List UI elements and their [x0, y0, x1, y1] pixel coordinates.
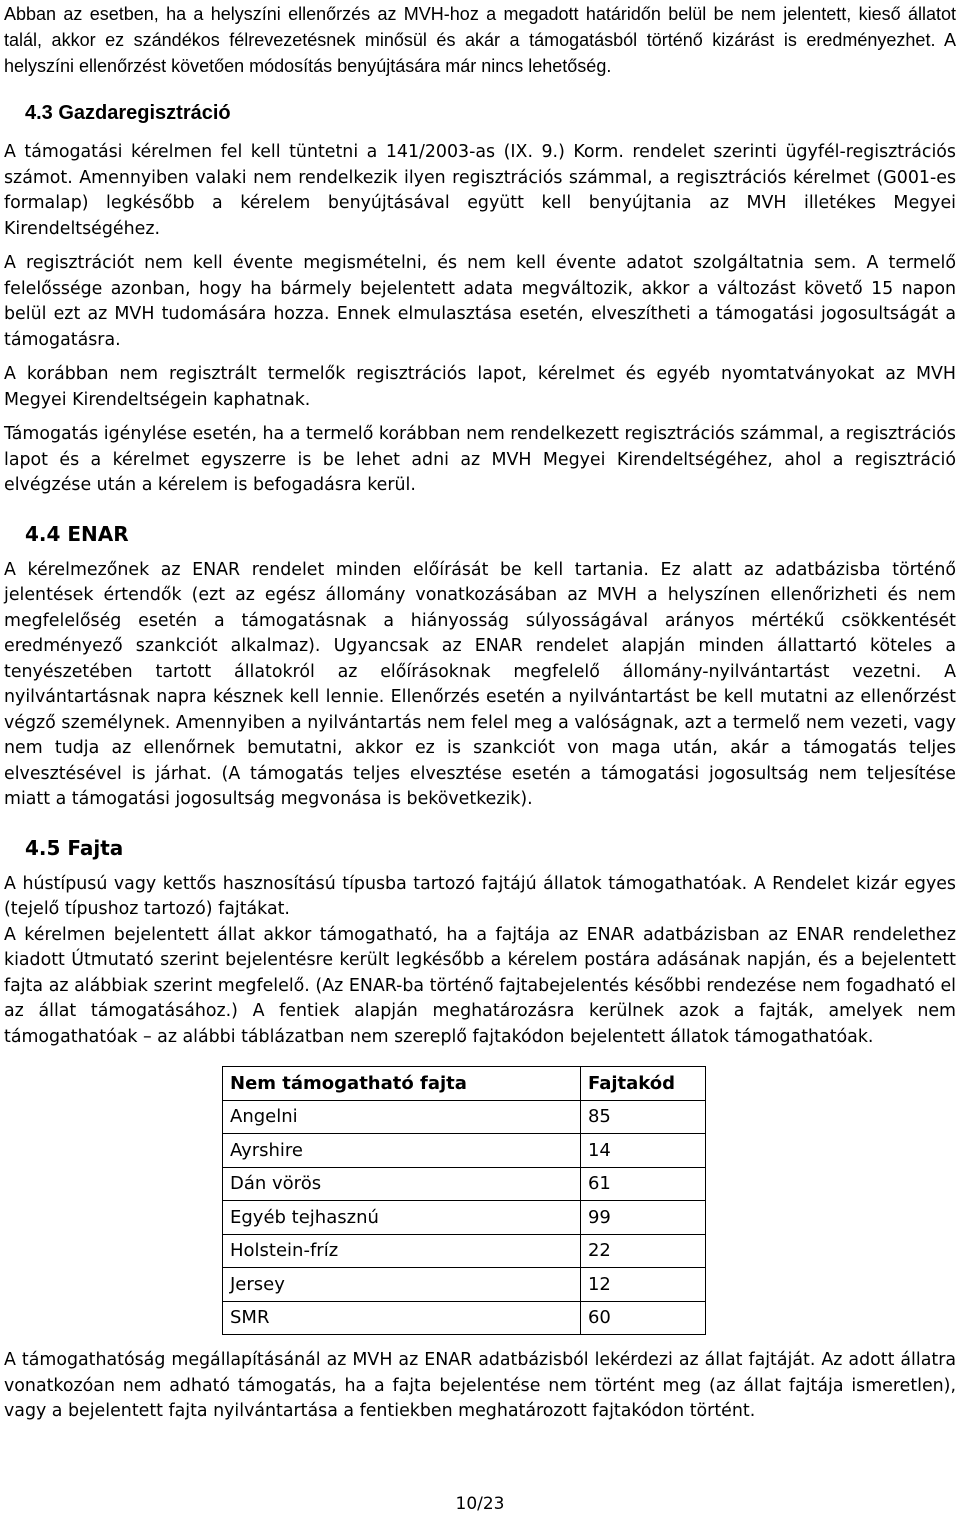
code-cell: 99 [580, 1201, 705, 1235]
breed-cell: SMR [223, 1301, 581, 1335]
code-cell: 85 [580, 1100, 705, 1134]
intro-paragraph: Abban az esetben, ha a helyszíni ellenőrzés az MVH-hoz a megadott határidőn belül be nem jelentett, kieső állatot talál, akkor ez szándékos félrevezetésnek minősül és akár a támogatásból történő kizárást is eredményezhet. A helyszíni ellenőrzést követően módosítás benyújtására már nincs lehetőség. [4, 4, 956, 76]
code-cell: 61 [580, 1167, 705, 1201]
section-4-4-paragraph: A kérelmezőnek az ENAR rendelet minden előírását be kell tartania. Ez alatt az adatbázisba történő jelentések értendők (ezt az egész állomány vonatkozásában az MVH a helyszínen ellenőrizheti és nem megfelelőség esetén a támogatásnak a hiányosság súlyosságával arányos mértékű csökkentését eredményező szankciót alkalmaz). Ugyancsak az ENAR rendelet alapján minden állattartó köteles a tenyészetében tartott állatokról az előírásoknak megfelelő állomány-nyilvántartást vezetni. A nyilvántartásnak napra késznek kell lennie. Ellenőrzés esetén a nyilvántartást be kell mutatni az ellenőrzést végző személynek. Amennyiben a nyilvántartás nem felel meg a valóságnak, azt a termelő nem vezeti, vagy nem tudja az ellenőrnek bemutatni, akkor ez is szankciót von maga után, akár a támogatás teljes elvesztésével is járhat. (A támogatás teljes elvesztése esetén a támogatási jogosultság nem teljesítése miatt a támogatási jogosultság megvonása is bekövetkezik). [4, 559, 956, 809]
breed-cell: Holstein-fríz [223, 1234, 581, 1268]
code-cell: 22 [580, 1234, 705, 1268]
section-4-5-paragraph: A támogathatóság megállapításánál az MVH az ENAR adatbázisból lekérdezi az állat fajtáját. Az adott állatra vonatkozóan nem adható támogatás, ha a fajta bejelentése nem történt meg (az állat fajtája ismeretlen), vagy a bejelentett fajta nyilvántartása a fentiekben meghatározott fajtakódon történt. [4, 1350, 956, 1421]
section-4-5-heading: 4.5 Fajta [25, 835, 124, 860]
code-cell: 60 [580, 1301, 705, 1335]
breed-table [222, 1066, 706, 1335]
breed-cell: Jersey [223, 1268, 581, 1302]
section-4-5-paragraph: A hústípusú vagy kettős hasznosítású típusba tartozó fajtájú állatok támogathatóak. A Rendelet kizár egyes (tejelő típushoz tartozó) fajtákat. [4, 873, 956, 919]
code-cell: 12 [580, 1268, 705, 1302]
section-4-3-paragraph: A támogatási kérelmen fel kell tüntetni a 141/2003-as (IX. 9.) Korm. rendelet szerinti ügyfél-regisztrációs számot. Amennyiben valaki nem rendelkezik ilyen regisztrációs számmal, a regisztrációs kérelmet (G001-es formalap) legkésőbb a kérelem benyújtásával együtt kell benyújtania az MVH illetékes Megyei Kirendeltségéhez. [4, 142, 956, 239]
section-4-5-paragraph: A kérelmen bejelentett állat akkor támogatható, ha a fajtája az ENAR adatbázisban az ENAR rendelethez kiadott Útmutató szerint bejelentésre került legkésőbb a kérelem postára adásának napján, és a bejelentett fajta az alábbiak szerint megfelelő. (Az ENAR-ba történő fajtabejelentés későbbi rendezése nem fogadható el az állat támogatásához.) A fentiek alapján meghatározásra kerülnek azok a fajták, amelyek nem támogathatóak – az alábbi táblázatban nem szereplő fajtakódon bejelentett állatok támogathatóak. [4, 924, 956, 1047]
table-row [223, 1134, 706, 1168]
breed-cell: Egyéb tejhasznú [223, 1201, 581, 1235]
table-row [223, 1167, 706, 1201]
table-row [223, 1234, 706, 1268]
code-cell: 14 [580, 1134, 705, 1168]
table-row [223, 1301, 706, 1335]
page-number: 10/23 [455, 1494, 505, 1514]
section-4-3-paragraph: Támogatás igénylése esetén, ha a termelő korábban nem rendelkezett regisztrációs számmal, a regisztrációs lapot és a kérelmet egyszerre is be lehet adni az MVH Megyei Kirendeltségéhez, ahol a regisztráció elvégzése után a kérelem is befogadásra kerül. [4, 424, 956, 495]
breed-cell: Dán vörös [223, 1167, 581, 1201]
section-4-3-paragraph: A regisztrációt nem kell évente megismételni, és nem kell évente adatot szolgáltatnia sem. A termelő felelőssége azonban, hogy ha bármely bejelentett adata megváltozik, akkor a változást követő 15 napon belül ezt az MVH tudomására hozza. Ennek elmulasztása esetén, elveszítheti a támogatási jogosultságát a támogatásra. [4, 253, 956, 350]
column-header-breed: Nem támogatható fajta [223, 1067, 581, 1101]
breed-cell: Angelni [223, 1100, 581, 1134]
table-header-row [223, 1067, 706, 1101]
column-header-code: Fajtakód [580, 1067, 705, 1101]
breed-cell: Ayrshire [223, 1134, 581, 1168]
breed-table-container [222, 1066, 706, 1335]
section-4-4-heading: 4.4 ENAR [25, 521, 129, 546]
section-4-3-paragraph: A korábban nem regisztrált termelők regisztrációs lapot, kérelmet és egyéb nyomtatványokat az MVH Megyei Kirendeltségein kaphatnak. [4, 364, 956, 410]
section-4-3-heading: 4.3 Gazdaregisztráció [25, 102, 231, 124]
table-row [223, 1268, 706, 1302]
table-row [223, 1100, 706, 1134]
document-page [4, 0, 956, 1425]
table-row [223, 1201, 706, 1235]
